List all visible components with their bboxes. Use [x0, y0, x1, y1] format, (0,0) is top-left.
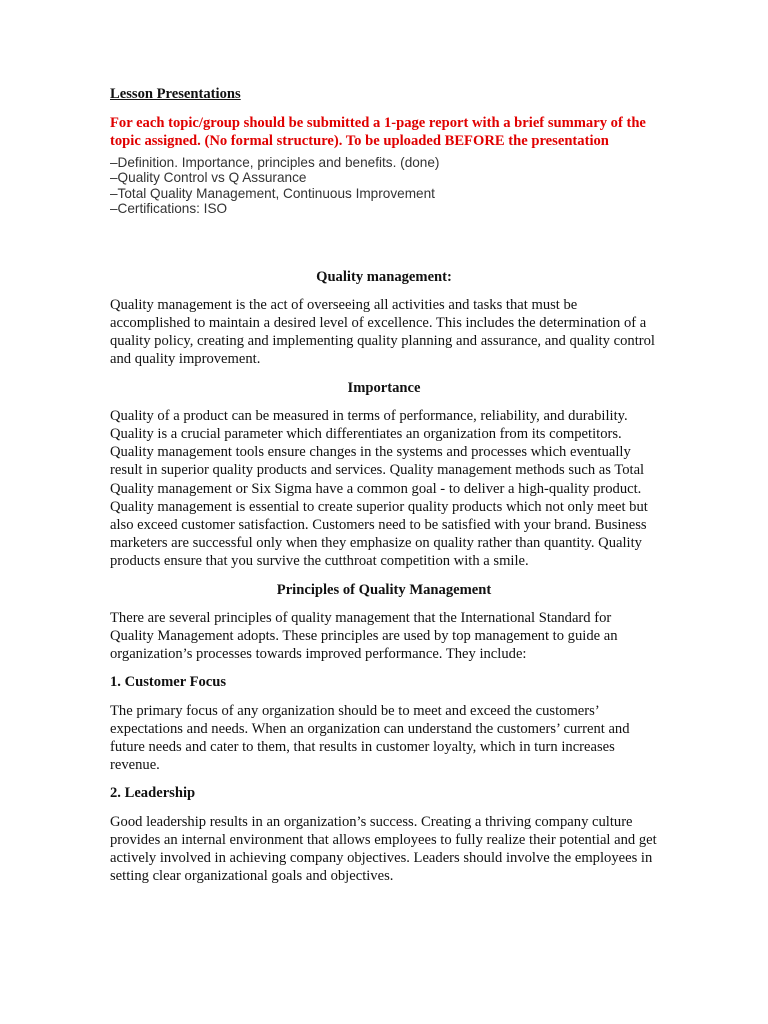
lesson-presentations-heading: Lesson Presentations	[110, 86, 241, 102]
topic-item: –Quality Control vs Q Assurance	[110, 170, 307, 186]
importance-paragraph: Quality of a product can be measured in terms of performance, reliability, and durability. Quality is a crucial parameter which differentiates an organization from its competitors. Quality management tools ensure changes in the systems and processes which eventually result in superior quality products and services. Quality management methods such as Total Quality management or Six Sigma have a common goal - to deliver a high-quality product. Quality management is essential to create superior quality products which not only meet but also exceed customer satisfaction. Customers need to be satisfied with your brand. Business marketers are successful only when they emphasize on quality rather than quantity. Quality products ensure that you survive the cutthroat competition with a smile.	[110, 407, 648, 570]
topic-item: –Total Quality Management, Continuous Improvement	[110, 185, 435, 201]
topic-list	[110, 155, 658, 217]
importance-heading: Importance	[347, 379, 421, 396]
leadership-heading: 2. Leadership	[110, 785, 196, 802]
quality-management-heading: Quality management:	[316, 268, 452, 285]
document-content	[110, 85, 658, 886]
customer-focus-paragraph: The primary focus of any organization should be to meet and exceed the customers’ expectations and needs. When an organization can understand the customers’ current and future needs and cater to them, that results in customer loyalty, which in turn increases revenue.	[110, 702, 630, 774]
topic-item: –Certifications: ISO	[110, 201, 228, 217]
principles-paragraph: There are several principles of quality management that the International Standard for Quality Management adopts. These principles are used by top management to guide an organization’s processes towards improved performance. They include:	[110, 609, 618, 663]
submission-note: For each topic/group should be submitted a 1-page report with a brief summary of the topic assigned. (No formal structure). To be uploaded BEFORE the presentation	[110, 115, 646, 150]
leadership-paragraph: Good leadership results in an organization’s success. Creating a thriving company culture provides an internal environment that allows employees to fully realize their potential and get actively involved in achieving company objectives. Leaders should involve the employees in setting clear organizational goals and objectives.	[110, 813, 657, 885]
customer-focus-heading: 1. Customer Focus	[110, 674, 227, 691]
topic-item: –Definition. Importance, principles and benefits. (done)	[110, 154, 440, 170]
principles-heading: Principles of Quality Management	[276, 581, 492, 598]
quality-management-paragraph: Quality management is the act of overseeing all activities and tasks that must be accomplished to maintain a desired level of excellence. This includes the determination of a quality policy, creating and implementing quality planning and assurance, and quality control and quality improvement.	[110, 296, 655, 368]
